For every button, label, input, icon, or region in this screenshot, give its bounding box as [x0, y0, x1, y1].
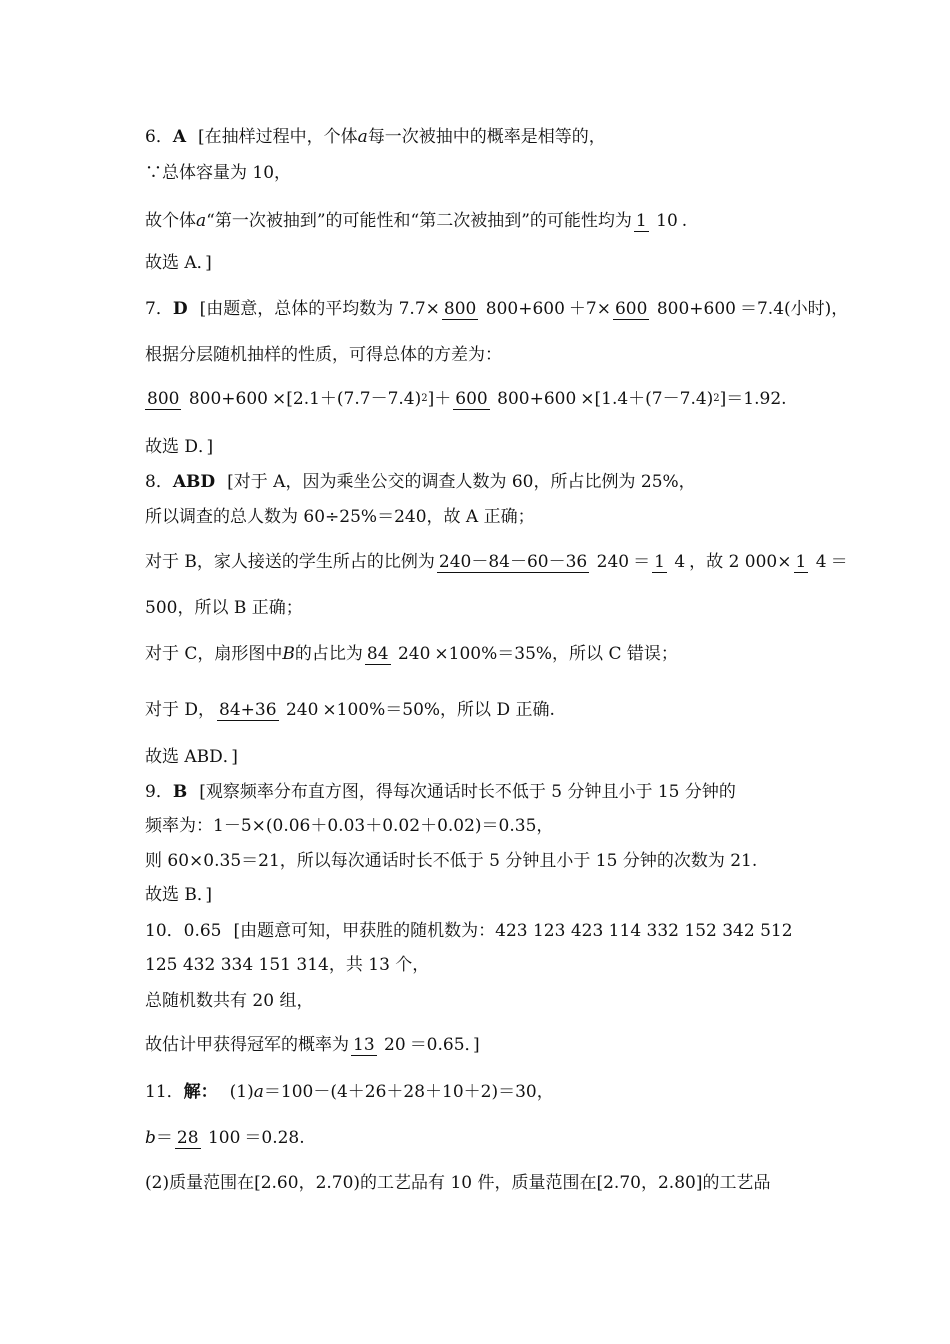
- q9-answer: B: [172, 782, 188, 802]
- q8-fraction-1: [437, 552, 631, 573]
- q7-line-4: [145, 436, 213, 458]
- q11-text-2b: ＝0.28.: [244, 1128, 305, 1148]
- q8-text-3c: ，故 2 000×: [689, 552, 792, 572]
- q6-fraction-denominator: 10: [656, 210, 678, 231]
- q7-line-2: [145, 344, 502, 366]
- q7-text-3a: ×[2.1＋(7.7－7.4): [272, 389, 422, 409]
- q11-text-2a: ＝: [155, 1128, 173, 1148]
- q7-text-4: 故选 D．]: [145, 437, 214, 457]
- q10-line-4: [145, 1021, 480, 1069]
- q10-fraction-denominator: 20: [384, 1034, 406, 1055]
- q8-line-7: [145, 746, 238, 768]
- q7-text-1b: ＋7×: [568, 299, 611, 319]
- q11-line-1: [145, 1081, 554, 1103]
- q6-text-4: 故选 A．]: [145, 253, 212, 273]
- q8-text-5b: 的占比为: [294, 644, 363, 664]
- q7-text-3d: ]＝1.92.: [719, 389, 787, 409]
- q8-f2b-numerator: 1: [795, 551, 807, 572]
- q9-text-2: 频率为：1－5×(0.06＋0.03＋0.02＋0.02)＝0.35，: [145, 816, 554, 836]
- q6-answer: A: [172, 127, 187, 147]
- q6-text-3a: 故个体: [145, 211, 196, 231]
- q10-text-1: [由题意可知，甲获胜的随机数为：423 123 423 114 332 152 342 512: [233, 921, 793, 941]
- q10-text-4a: 故估计甲获得冠军的概率为: [145, 1035, 349, 1055]
- q10-text-2: 125 432 334 151 314，共 13 个，: [145, 955, 430, 975]
- q9-line-3: [145, 850, 757, 872]
- q8-line-6: [145, 686, 555, 734]
- q6-text-1: [在抽样过程中，个体: [198, 127, 358, 147]
- q7-f2-numerator: 600: [614, 298, 648, 319]
- q7-number: 7．: [145, 299, 173, 319]
- q9-text-1: [观察频率分布直方图，得每次通话时长不低于 5 分钟且小于 15 分钟的: [199, 782, 736, 802]
- q6-line-4: [145, 252, 212, 274]
- q8-f3-numerator: 84: [366, 643, 389, 664]
- q8-text-5c: ×100%＝35%，所以 C 错误；: [434, 644, 678, 664]
- q7-line-1: [145, 285, 848, 333]
- q6-number: 6．: [145, 127, 173, 147]
- q6-line-2: [145, 162, 291, 184]
- q11-var-b: b: [145, 1128, 156, 1148]
- q7-fraction-4: [453, 389, 578, 410]
- q7-text-3c: ×[1.4＋(7－7.4): [580, 389, 714, 409]
- q7-text-2: 根据分层随机抽样的性质，可得总体的方差为：: [145, 345, 502, 365]
- q8-line-1: [145, 471, 696, 493]
- q7-text-1c: ＝7.4(小时)，: [739, 299, 849, 319]
- q7-f3-denominator: 800+600: [188, 388, 268, 409]
- q10-number: 10．: [145, 921, 184, 941]
- q7-text-3b: ]＋: [427, 389, 452, 409]
- q6-text-3c: .: [681, 211, 688, 231]
- q6-line-1: [145, 126, 606, 148]
- q7-f1-denominator: 800+600: [485, 298, 565, 319]
- q8-text-5a: 对于 C，扇形图中: [145, 644, 283, 664]
- q8-text-3b: ＝: [633, 552, 651, 572]
- q8-text-3d: ＝: [830, 552, 848, 572]
- q8-var-b: B: [282, 644, 295, 664]
- q10-fraction: [351, 1035, 408, 1056]
- q10-text-3: 总随机数共有 20 组，: [145, 991, 314, 1011]
- q11-text-1a: (1): [229, 1082, 254, 1102]
- q8-fraction-2b: [794, 552, 829, 573]
- q7-answer: D: [172, 299, 188, 319]
- q7-f4-numerator: 600: [455, 388, 488, 409]
- q7-fraction-3: [145, 389, 270, 410]
- q6-line-3: [145, 197, 687, 245]
- q11-var-a: a: [253, 1082, 264, 1102]
- q6-text-3b: “第一次被抽到”的可能性和“第二次被抽到”的可能性均为: [206, 211, 632, 231]
- q8-f2-numerator: 1: [654, 551, 665, 572]
- q8-line-3: [145, 538, 848, 586]
- q8-f4-denominator: 240: [285, 699, 319, 720]
- q7-f4-denominator: 800+600: [497, 388, 577, 409]
- q8-text-3a: 对于 B，家人接送的学生所占的比例为: [145, 552, 435, 572]
- q10-answer: 0.65: [183, 921, 222, 941]
- q6-text-1b: 每一次被抽中的概率是相等的，: [367, 127, 606, 147]
- q7-superscript-2: 2: [713, 393, 720, 404]
- q7-fraction-2: [613, 299, 738, 320]
- q9-line-2: [145, 815, 553, 837]
- q10-line-3: [145, 990, 313, 1012]
- q8-text-4: 500，所以 B 正确；: [145, 598, 303, 618]
- q9-line-4: [145, 884, 212, 906]
- q8-text-2: 所以调查的总人数为 60÷25%＝240，故 A 正确；: [145, 507, 535, 527]
- q6-fraction-numerator: 1: [635, 210, 647, 231]
- q10-line-1: [145, 920, 793, 942]
- q6-var-a-2: a: [196, 211, 207, 231]
- q11-text-1b: ＝100－(4＋26＋28＋10＋2)＝30，: [263, 1082, 554, 1102]
- q7-f2-denominator: 800+600: [656, 298, 736, 319]
- q9-text-4: 故选 B．]: [145, 885, 213, 905]
- q8-line-5: [145, 630, 678, 678]
- q9-number: 9．: [145, 782, 173, 802]
- q6-text-2: ∵总体容量为 10，: [145, 163, 292, 183]
- q8-fraction-4: [217, 700, 320, 721]
- q8-text-1: [对于 A，因为乘坐公交的调查人数为 60，所占比例为 25%，: [227, 472, 696, 492]
- q11-fraction-denominator: 100: [207, 1127, 241, 1148]
- q11-number: 11．: [145, 1082, 184, 1102]
- q11-text-3: (2)质量范围在[2.60，2.70)的工艺品有 10 件，质量范围在[2.70，2.80]的工艺品: [145, 1173, 771, 1193]
- q8-number: 8．: [145, 472, 173, 492]
- q8-fraction-2: [652, 552, 687, 573]
- q9-line-1: [145, 781, 736, 803]
- q6-fraction: [634, 211, 680, 232]
- q11-fraction: [175, 1128, 243, 1149]
- q11-fraction-numerator: 28: [176, 1127, 199, 1148]
- q11-label: 解：: [183, 1082, 218, 1102]
- q8-line-4: [145, 597, 303, 619]
- q6-var-a: a: [357, 127, 368, 147]
- q8-text-6b: ×100%＝50%，所以 D 正确.: [322, 700, 555, 720]
- q10-text-4b: ＝0.65．]: [409, 1035, 480, 1055]
- q8-answer: ABD: [172, 472, 216, 492]
- q11-line-3: [145, 1172, 770, 1194]
- q8-fraction-3: [365, 644, 433, 665]
- q10-fraction-numerator: 13: [353, 1034, 375, 1055]
- q7-fraction-1: [442, 299, 567, 320]
- q8-line-2: [145, 506, 535, 528]
- q8-f2b-denominator: 4: [815, 551, 827, 572]
- q8-f4-numerator: 84+36: [219, 699, 277, 720]
- q7-text-1a: [由题意，总体的平均数为 7.7×: [199, 299, 440, 319]
- q8-f3-denominator: 240: [397, 643, 431, 664]
- q8-text-6a: 对于 D，: [145, 700, 216, 720]
- q8-f1-denominator: 240: [596, 551, 630, 572]
- q7-f3-numerator: 800: [147, 388, 180, 409]
- q10-line-2: [145, 954, 429, 976]
- q7-line-3: [145, 375, 787, 423]
- q7-f1-numerator: 800: [443, 298, 477, 319]
- q9-text-3: 则 60×0.35＝21，所以每次通话时长不低于 5 分钟且小于 15 分钟的次数为 21.: [145, 851, 758, 871]
- q8-text-7: 故选 ABD．]: [145, 747, 238, 767]
- q11-line-2: [145, 1114, 305, 1162]
- q7-superscript-1: 2: [421, 393, 428, 404]
- q8-f1-numerator: 240－84－60－36: [438, 551, 588, 572]
- q8-f2-denominator: 4: [674, 551, 686, 572]
